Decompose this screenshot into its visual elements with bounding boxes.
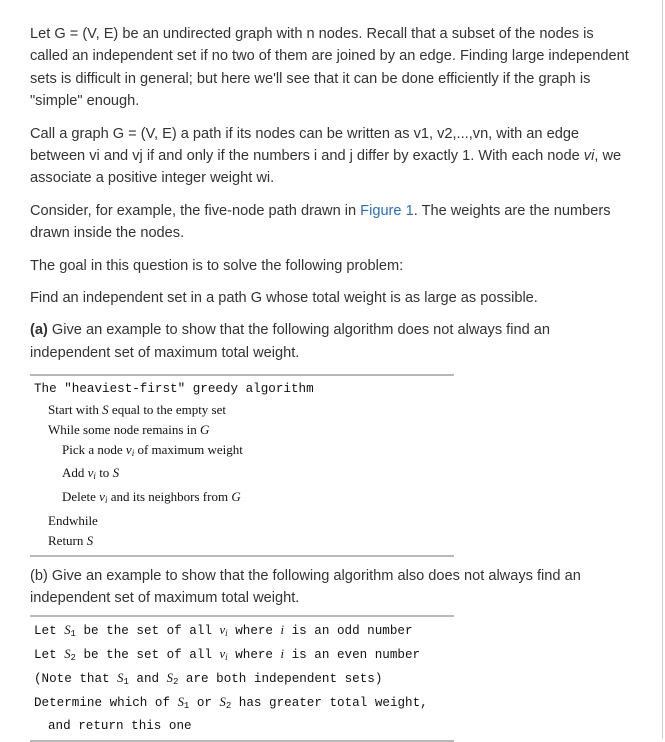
algo-a-l3-sub: i [131,447,135,458]
intro-paragraph-2 [30,123,630,190]
algo-a-l5-pre: Delete [62,489,100,505]
intro-paragraph-4: The goal in this question is to solve the following problem: [30,257,404,274]
algo-b-l4-s2-sub: 2 [225,700,232,711]
algo-a-l1-post: equal to the empty set [108,402,227,418]
algo-b-l2-mid2: where [227,648,281,663]
p2-vi: vi [583,148,595,165]
algo-b-l3-s2: S [166,671,173,686]
algo-b-l2-v-sub: i [225,652,228,663]
algo-a-line-2 [34,420,662,440]
algo-b-l4-post: has greater total weight, [231,695,428,710]
algo-a-line-7 [34,531,662,551]
algo-b-l2-s: S [64,647,71,662]
algo-b-l3-post: are both independent sets) [178,672,383,687]
algo-a-l5-var: v [99,489,105,505]
algo-b-l2-mid: be the set of all [75,648,220,663]
algo-b-line-1 [34,621,662,645]
algo-b-l1-s: S [64,623,71,638]
algo-b-l2-v: v [219,647,226,662]
algo-b-l1-mid2: where [227,624,281,639]
algo-a-line-1 [34,400,662,420]
figure-1-link[interactable]: Figure 1 [360,202,414,219]
intro-paragraph-5: Find an independent set in a path G whose total weight is as large as possible. [30,290,538,307]
part-b-question: (b) Give an example to show that the following algorithm also does not always find an independent set of maximum total weight. [30,567,581,607]
algo-b-l3-pre: (Note that [34,672,118,687]
algo-b-l1-i: i [280,623,285,638]
algo-b-l4-s1: S [177,694,184,709]
algo-b-l2-s-sub: 2 [70,653,76,664]
algo-b-l1-v-sub: i [225,628,228,639]
algo-b-line-2 [34,645,662,669]
spacer [30,557,662,565]
algo-a-l7-var: S [86,532,94,548]
algo-b-l4-s2: S [219,694,226,709]
algo-a-l3-pre: Pick a node [62,441,126,457]
algo-b-l3-s1: S [117,671,124,686]
algo-b-l3-s1-sub: 1 [123,677,129,688]
algo-b-l4-pre: Determine which of [34,695,178,710]
algo-a-title: The "heaviest-first" greedy algorithm [34,382,314,397]
algo-b-line-5: and return this one [48,718,192,733]
algo-a-l4-mid: to [95,465,113,481]
algo-a-l4-sub: i [93,471,96,482]
algo-b-line-3 [34,669,662,693]
algo-b-l1-mid: be the set of all [75,624,220,639]
p3-post: . The weights are the numbers drawn inside the nodes. [30,202,611,242]
algo-a-l2-pre: While some node remains in [48,421,200,437]
part-a-text: Give an example to show that the following algorithm does not always find an independent set of maximum total weight. [30,322,550,361]
algo-a-line-6: Endwhile [48,513,98,529]
algo-a-l4-var: v [87,465,94,481]
algo-a-l1-pre: Start with [48,402,103,418]
algo-b-l3-mid: and [128,672,167,687]
part-a-label: (a) [30,322,48,339]
algo-a-l7-pre: Return [48,532,87,548]
algo-a-l5-post: and its neighbors from [107,489,232,505]
algo-b-l3-s2-sub: 2 [172,677,179,688]
p2-tail: , we associate a positive integer weight wi. [30,148,622,187]
algo-b-l1-post: is an odd number [284,624,413,639]
algo-a-line-5 [34,487,662,511]
algo-a-l5-sub: i [104,495,108,506]
algo-a-l4-pre: Add [62,465,88,481]
algorithm-a-box [30,376,662,554]
algo-b-l2-i: i [280,647,285,662]
algo-b-l4-s1-sub: 1 [183,700,190,711]
part-a-question [30,319,630,364]
algo-b-l1-v: v [219,623,226,638]
algo-a-l5-var2: G [231,489,241,505]
algo-b-line-4 [34,693,662,717]
p2-text: Call a graph G = (V, E) a path if its nodes can be written as v1, v2,...,vn, with an edge between vi and vj if and only if the numbers i and j differ by exactly 1. With each node [30,125,584,165]
algo-b-l1-s-sub: 1 [70,629,76,640]
algo-a-l4-var2: S [112,465,120,481]
algo-a-l3-var: v [125,441,132,457]
intro-paragraph-1: Let G = (V, E) be an undirected graph with n nodes. Recall that a subset of the nodes is called an independent set if no two of them are joined by an edge. Finding large independent sets is difficult in general; but here we'll see that it can be done efficiently if the graph is "simple" enough. [30,26,629,110]
algorithm-b-box [30,617,662,740]
p3-pre: Consider, for example, the five-node path drawn in [30,202,361,219]
algo-b-l2-pre: Let [34,648,65,663]
algo-a-line-3 [34,440,662,464]
algo-b-l1-pre: Let [34,624,65,639]
algo-a-l1-var: S [102,402,109,418]
algo-a-l2-var: G [200,421,210,437]
intro-paragraph-3 [30,200,630,245]
algo-a-line-4 [34,463,662,487]
algo-b-l2-post: is an even number [284,648,421,663]
algo-b-l4-mid: or [189,695,220,710]
algo-a-l3-post: of maximum weight [134,441,243,457]
